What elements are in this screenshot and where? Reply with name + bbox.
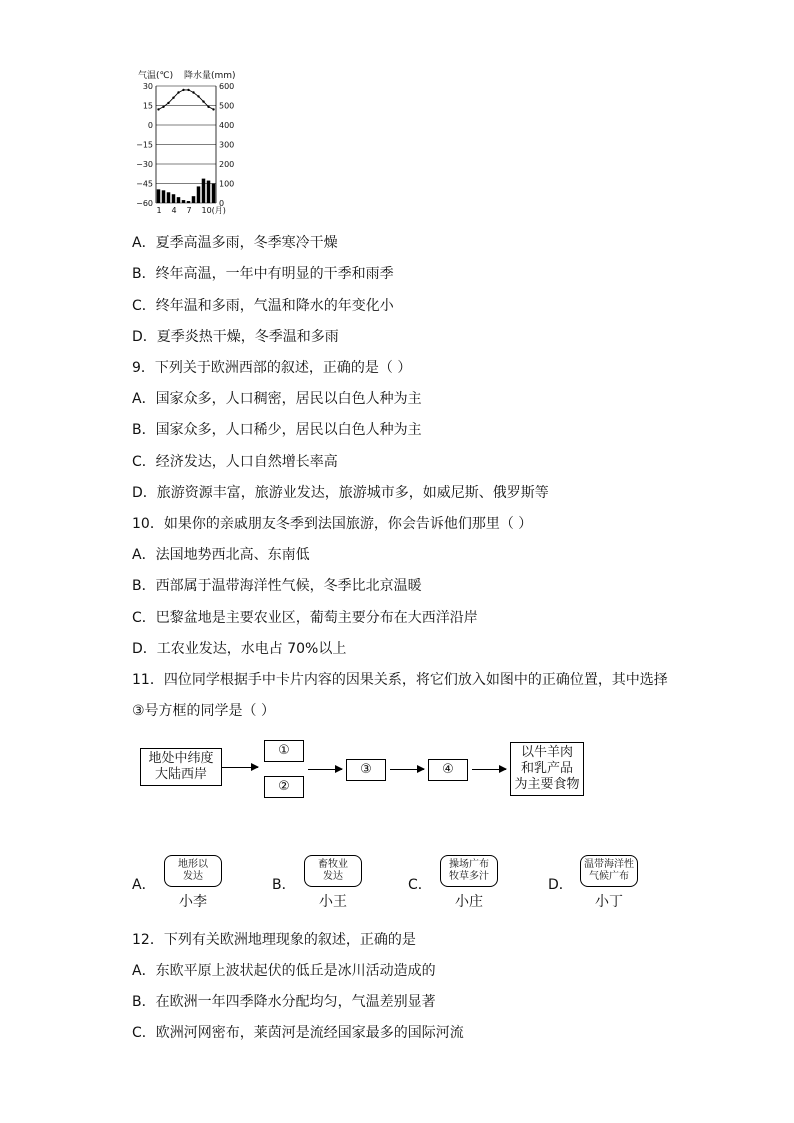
q11-choice-c bbox=[408, 855, 518, 915]
q10-option-b: B．西部属于温带海洋性气候，冬季比北京温暖 bbox=[132, 578, 422, 594]
precipitation-tick-label: 300 bbox=[219, 140, 235, 150]
student-name: 小丁 bbox=[595, 894, 623, 910]
precipitation-bar bbox=[157, 189, 161, 203]
temperature-point bbox=[207, 106, 209, 108]
q8-option-d: D．夏季炎热干燥，冬季温和多雨 bbox=[132, 329, 339, 345]
flow-arrow-1 bbox=[222, 767, 258, 768]
choice-card: 操场广布 牧草多汁 bbox=[440, 855, 498, 887]
student-name: 小庄 bbox=[455, 894, 483, 910]
precipitation-bar bbox=[187, 201, 191, 203]
q10-option-d: D．工农业发达，水电占 70%以上 bbox=[132, 641, 347, 657]
temperature-tick-label: −45 bbox=[136, 179, 153, 189]
temperature-point bbox=[212, 108, 214, 110]
temperature-point bbox=[172, 97, 174, 99]
q9-option-a: A．国家众多，人口稠密，居民以白色人种为主 bbox=[132, 391, 422, 407]
q9-option-b: B．国家众多，人口稀少，居民以白色人种为主 bbox=[132, 422, 422, 438]
precipitation-bar bbox=[207, 181, 211, 203]
temperature-tick-label: 30 bbox=[142, 82, 153, 91]
student-name: 小李 bbox=[179, 894, 207, 910]
precipitation-tick-label: 200 bbox=[219, 160, 235, 169]
precipitation-tick-label: 400 bbox=[219, 121, 235, 130]
temperature-line bbox=[159, 90, 214, 110]
precipitation-bar bbox=[202, 179, 206, 203]
precipitation-bar bbox=[177, 197, 181, 203]
temperature-axis-label: 气温(℃) bbox=[138, 71, 174, 81]
temperature-point bbox=[197, 95, 199, 97]
flow-box-3: ③ bbox=[346, 759, 386, 781]
choice-card: 地形以 发达 bbox=[164, 855, 222, 887]
choice-card: 畜牧业 发达 bbox=[304, 855, 362, 887]
flow-arrow-3 bbox=[390, 769, 424, 770]
month-tick-label: 4 bbox=[171, 206, 177, 215]
temperature-point bbox=[182, 89, 184, 91]
temperature-point bbox=[192, 91, 194, 93]
temperature-point bbox=[157, 108, 159, 110]
precipitation-tick-label: 100 bbox=[219, 179, 235, 189]
q10-stem: 10．如果你的亲戚朋友冬季到法国旅游，你会告诉他们那里（ ） bbox=[132, 516, 533, 532]
q10-option-a: A．法国地势西北高、东南低 bbox=[132, 547, 310, 563]
precipitation-bar bbox=[212, 184, 216, 204]
flow-arrow-4 bbox=[472, 769, 506, 770]
precipitation-bar bbox=[192, 196, 196, 203]
q9-option-c: C．经济发达，人口自然增长率高 bbox=[132, 454, 338, 470]
temperature-tick-label: −15 bbox=[136, 140, 153, 150]
causal-flow-diagram bbox=[132, 736, 602, 806]
q9-stem: 9．下列关于欧洲西部的叙述，正确的是（ ） bbox=[132, 360, 412, 376]
temperature-tick-label: 0 bbox=[147, 121, 153, 130]
flow-arrow-2 bbox=[308, 769, 342, 770]
choice-letter: D． bbox=[548, 877, 573, 893]
temperature-tick-label: −30 bbox=[136, 160, 153, 169]
student-name: 小王 bbox=[319, 894, 347, 910]
q8-option-b: B．终年高温，一年中有明显的干季和雨季 bbox=[132, 266, 394, 282]
q10-option-c: C．巴黎盆地是主要农业区，葡萄主要分布在大西洋沿岸 bbox=[132, 610, 478, 626]
temperature-tick-label: −60 bbox=[136, 199, 153, 208]
temperature-point bbox=[177, 91, 179, 93]
q11-choice-d bbox=[548, 855, 658, 915]
q11-stem-line1: 11．四位同学根据手中卡片内容的因果关系，将它们放入如图中的正确位置，其中选择 bbox=[132, 672, 668, 688]
q12-option-a: A．东欧平原上波状起伏的低丘是冰川活动造成的 bbox=[132, 963, 436, 979]
month-tick-label: 7 bbox=[186, 206, 192, 215]
temperature-point bbox=[202, 100, 204, 102]
precipitation-bar bbox=[197, 186, 201, 203]
precipitation-tick-label: 0 bbox=[219, 199, 225, 208]
q11-choice-b bbox=[272, 855, 382, 915]
q8-option-a: A．夏季高温多雨，冬季寒冷干燥 bbox=[132, 235, 338, 251]
temperature-point bbox=[167, 102, 169, 104]
precipitation-tick-label: 600 bbox=[219, 82, 235, 91]
choice-letter: B． bbox=[272, 877, 296, 893]
month-tick-label: 1 bbox=[156, 206, 162, 215]
q11-choice-a bbox=[132, 855, 242, 915]
flow-end-box: 以牛羊肉 和乳产品 为主要食物 bbox=[510, 742, 584, 796]
q8-option-c: C．终年温和多雨，气温和降水的年变化小 bbox=[132, 298, 394, 314]
flow-box-4: ④ bbox=[428, 759, 468, 781]
choice-letter: A． bbox=[132, 877, 156, 893]
q11-stem-line2: ③号方框的同学是（ ） bbox=[132, 703, 276, 719]
q12-option-b: B．在欧洲一年四季降水分配均匀，气温差别显著 bbox=[132, 994, 436, 1010]
flow-box-1: ① bbox=[264, 740, 304, 762]
temperature-tick-label: 15 bbox=[142, 101, 153, 111]
precipitation-bar bbox=[182, 200, 186, 203]
flow-box-2: ② bbox=[264, 776, 304, 798]
temperature-point bbox=[162, 106, 164, 108]
q9-option-d: D．旅游资源丰富，旅游业发达，旅游城市多，如威尼斯、俄罗斯等 bbox=[132, 485, 549, 501]
precipitation-tick-label: 500 bbox=[219, 101, 235, 111]
q12-option-c: C．欧洲河网密布，莱茵河是流经国家最多的国际河流 bbox=[132, 1025, 464, 1041]
temperature-point bbox=[187, 89, 189, 91]
precipitation-bar bbox=[167, 192, 171, 203]
precipitation-bar bbox=[162, 190, 166, 203]
choice-card: 温带海洋性 气候广布 bbox=[580, 855, 638, 887]
q12-stem: 12．下列有关欧洲地理现象的叙述，正确的是 bbox=[132, 932, 416, 948]
climate-chart bbox=[128, 68, 258, 218]
precipitation-axis-label: 降水量(mm) bbox=[184, 71, 236, 81]
precipitation-bar bbox=[172, 194, 176, 203]
flow-start-box: 地处中纬度 大陆西岸 bbox=[140, 748, 222, 786]
choice-letter: C． bbox=[408, 877, 432, 893]
month-tick-label: 10(月) bbox=[201, 206, 226, 215]
